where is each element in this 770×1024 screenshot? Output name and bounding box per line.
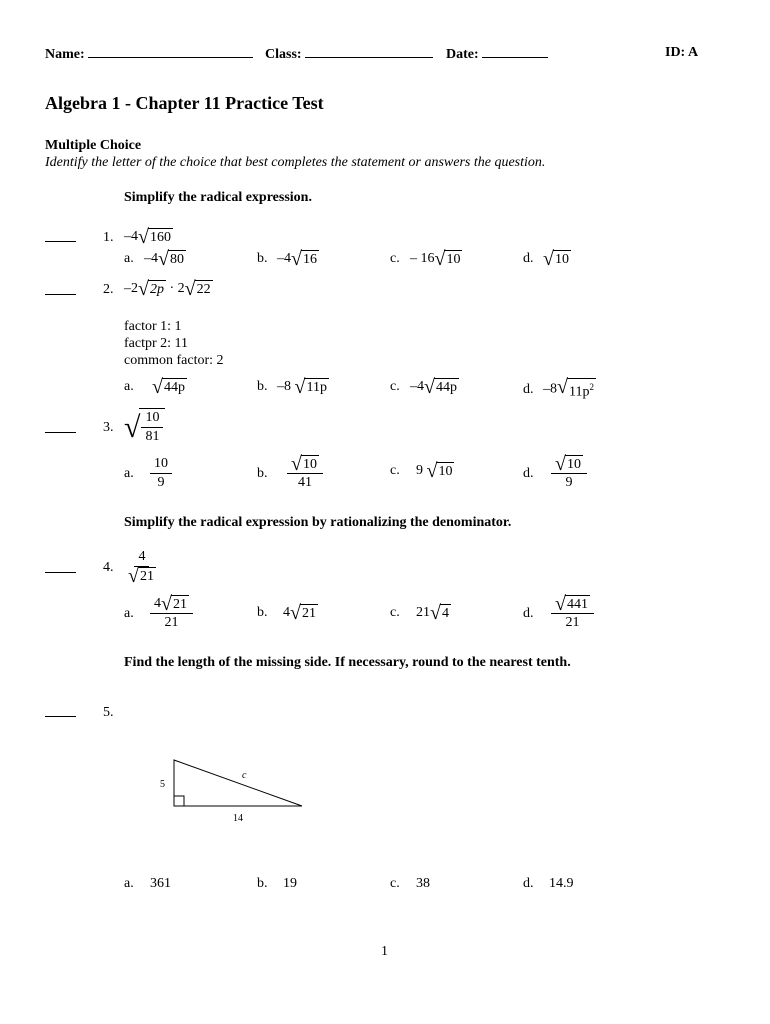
- name-blank[interactable]: [88, 45, 253, 58]
- side-label-14: 14: [233, 813, 243, 824]
- q4-choice-c[interactable]: c. 21 √ 4: [390, 602, 449, 624]
- q2-choice-c[interactable]: c. –4 √ 44p: [390, 376, 457, 398]
- answer-blank-2[interactable]: [45, 294, 76, 295]
- directions-3: Find the length of the missing side. If necessary, round to the nearest tenth.: [124, 655, 571, 670]
- date-label: Date:: [446, 47, 479, 62]
- right-angle-marker: [174, 796, 184, 806]
- q2-note-2: factpr 2: 11: [124, 336, 189, 351]
- question-2-number: 2.: [103, 282, 114, 297]
- answer-blank-5[interactable]: [45, 716, 76, 717]
- page-number: 1: [381, 944, 388, 959]
- right-triangle-figure: [150, 750, 320, 830]
- question-5-number: 5.: [103, 705, 114, 720]
- question-4-stem: 4 √ 21: [128, 549, 154, 587]
- question-3-number: 3.: [103, 420, 114, 435]
- date-blank[interactable]: [482, 45, 548, 58]
- date-field: [446, 45, 548, 63]
- class-field: [265, 45, 433, 63]
- directions-1: Simplify the radical expression.: [124, 190, 312, 205]
- q4-choice-d[interactable]: d. √ 441 21: [523, 595, 594, 632]
- question-1-stem: [124, 228, 173, 246]
- answer-blank-3[interactable]: [45, 432, 76, 433]
- name-field: [45, 45, 253, 63]
- section-instructions: Identify the letter of the choice that best completes the statement or answers the question.: [45, 155, 546, 170]
- q2-choice-d[interactable]: d. –8 √ $11p^2$: [523, 376, 594, 400]
- q1-choice-d[interactable]: d. √ 10: [523, 248, 569, 270]
- q4-choice-b[interactable]: b. 4 √ 21: [257, 602, 316, 624]
- question-2-stem: –2 √ 2p · 2 √ 22: [124, 278, 211, 300]
- directions-2: Simplify the radical expression by rationalizing the denominator.: [124, 515, 512, 530]
- class-label: Class:: [265, 47, 302, 62]
- q5-choice-a[interactable]: a. 361: [124, 876, 171, 891]
- q1-choice-a[interactable]: a. –4 √ 80: [124, 248, 184, 270]
- side-label-5: 5: [160, 779, 165, 790]
- q3-choice-c[interactable]: c. 9 √ 10: [390, 460, 453, 482]
- q2-note-1: factor 1: 1: [124, 319, 182, 334]
- triangle-shape: [174, 760, 302, 806]
- section-heading: Multiple Choice: [45, 138, 142, 153]
- page-title: Algebra 1 - Chapter 11 Practice Test: [45, 93, 324, 113]
- q3-choice-b[interactable]: b. √ 10 41: [257, 455, 323, 492]
- side-label-c: c: [242, 770, 247, 781]
- q3-choice-d[interactable]: d. √ 10 9: [523, 455, 587, 492]
- radical: √ 160: [138, 226, 171, 248]
- q3-choice-a[interactable]: a. $\frac{10}{9}$: [124, 455, 172, 492]
- question-3-stem: √ $\frac{10}{81}$: [124, 408, 165, 448]
- q5-choice-d[interactable]: d. 14.9: [523, 876, 574, 891]
- class-blank[interactable]: [305, 45, 433, 58]
- answer-blank-4[interactable]: [45, 572, 76, 573]
- q1-coef: –4: [124, 229, 138, 245]
- question-1-number: 1.: [103, 230, 114, 245]
- q4-choice-a[interactable]: a. 4 √ 21 21: [124, 595, 193, 632]
- q1-choice-c[interactable]: c. – 16 √ 10: [390, 248, 461, 270]
- q2-choice-b[interactable]: b. –8 √ 11p: [257, 376, 327, 398]
- q1-choice-b[interactable]: b. –4 √ 16: [257, 248, 317, 270]
- q5-choice-c[interactable]: c. 38: [390, 876, 430, 891]
- question-4-number: 4.: [103, 560, 114, 575]
- id-label: ID: A: [665, 45, 699, 60]
- answer-blank-1[interactable]: [45, 241, 76, 242]
- q2-note-3: common factor: 2: [124, 353, 224, 368]
- q2-choice-a[interactable]: a. √ 44p: [124, 376, 185, 398]
- name-label: Name:: [45, 47, 85, 62]
- q5-choice-b[interactable]: b. 19: [257, 876, 297, 891]
